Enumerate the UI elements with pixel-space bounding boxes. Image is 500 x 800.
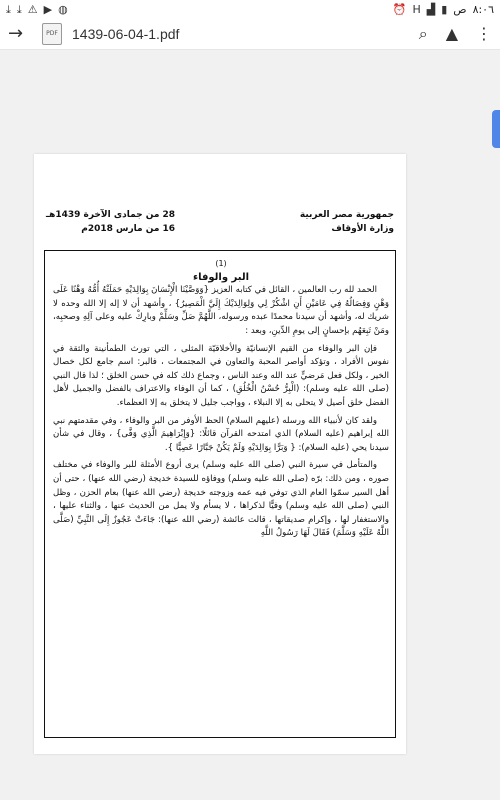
app-bar-actions bbox=[419, 24, 492, 44]
header-country: جمهورية مصر العربية bbox=[299, 210, 394, 220]
status-system bbox=[393, 3, 494, 16]
back-arrow-icon[interactable]: → bbox=[8, 23, 24, 44]
network-type: H bbox=[412, 2, 421, 16]
status-bar bbox=[0, 0, 500, 18]
status-time: ٨:٠٦ bbox=[472, 2, 494, 16]
pdf-page bbox=[34, 154, 406, 754]
header-gregorian-date: 16 من مارس 2018م bbox=[81, 224, 176, 234]
header-hijri-date: 28 من جمادى الآخرة 1439هـ bbox=[46, 210, 176, 220]
signal-icon: ▟ bbox=[426, 2, 436, 16]
file-title: 1439-06-04-1.pdf bbox=[72, 25, 180, 42]
more-icon[interactable]: ⋮ bbox=[476, 24, 492, 43]
header-dates bbox=[46, 208, 175, 236]
search-icon[interactable]: ⌕ bbox=[418, 23, 428, 43]
document-title: البر والوفاء bbox=[192, 271, 250, 283]
pdf-viewer[interactable] bbox=[0, 50, 500, 800]
content-body bbox=[53, 257, 389, 545]
warning-icon: ⚠ bbox=[27, 2, 38, 16]
header-ministry-name: وزارة الأوقاف bbox=[331, 224, 394, 234]
drive-icon[interactable]: ▲ bbox=[445, 24, 458, 43]
time-period: ص bbox=[453, 2, 467, 16]
download-icon: ⤓ bbox=[16, 2, 22, 16]
paragraph: والمتأمل في سيرة النبي (صلى الله عليه وسلم) يرى أروع الأمثلة للبر والوفاء في مختلف صوره ، ومن ذلك: برّه (صلى الله عليه وسلم) ووفاؤه للسيدة خديجة (رضي الله عنها) ، حتى أن أهل السير سمّوا العام الذي توفي فيه عمه وزوجته خديجة (رضي الله عنها) بعام الحزن ، وظل النبي (صلى الله عليه وسلم) وفيًّا لذكراها ، لا يسأم ولا يمل من الحديث عنها ، والثناء عليها ، والاستغفار لها ، وإكرام صديقاتها ، قالت عائشة (رضي الله عنها): جَاءَتْ عَجُوزٌ إِلَى النَّبِيِّ (صَلَّى اللَّهُ عَلَيْهِ وَسَلَّمَ) فَقَالَ لَهَا رَسُولُ اللَّهِ bbox=[53, 460, 389, 539]
app-bar bbox=[0, 18, 500, 50]
play-store-icon: ▶ bbox=[43, 2, 53, 16]
alarm-icon: ⏰ bbox=[392, 2, 407, 16]
document-header bbox=[46, 208, 394, 244]
paragraph: الحمد لله رب العالمين ، القائل في كتابه العزيز {وَوَصَّيْنَا الْإِنْسَانَ بِوَالِدَيْهِ حَمَلَتْهُ أُمُّهُ وَهْنًا عَلَى وَهْنٍ وَفِصَالُهُ فِي عَامَيْنِ أَنِ اشْكُرْ لِي وَلِوَالِدَيْكَ إِلَيَّ الْمَصِيرُ} ، وأشهد أن لا إله إلا الله وحده لا شريك له، وأشهد أن سيدنا محمدًا عبده ورسوله، اللَّهُمَّ صَلِّ وسَلِّمْ وبارِكْ عليه وعلى آلِهِ وصحبِه، ومَنْ تَبِعَهُم بإحسانٍ إلى يومِ الدِّينِ، وبعد : bbox=[53, 285, 389, 336]
download-icon: ⤓ bbox=[6, 2, 11, 16]
battery-icon: ▮ bbox=[441, 2, 448, 16]
scroll-handle[interactable] bbox=[492, 110, 500, 148]
header-ministry bbox=[300, 208, 394, 236]
page-number: (1) bbox=[215, 259, 227, 268]
pdf-file-icon: PDF bbox=[42, 23, 62, 45]
android-icon: ◍ bbox=[58, 2, 68, 16]
content-frame bbox=[44, 250, 396, 738]
paragraph: ولقد كان لأنبياء الله ورسله (عليهم السلام) الحظ الأوفر من البر والوفاء ، وفي مقدمتهم نبي الله إبراهيم (عليه السلام) الذي امتدحه القرآن قائلًا: {وَإِبْرَاهِيمَ الَّذِي وَفَّى} ، وقال في شأن سيدنا يحي (عليه السلام): { وَبَرًّا بِوَالِدَيْهِ وَلَمْ يَكُنْ جَبَّارًا عَصِيًّا }. bbox=[53, 415, 389, 453]
paragraph: فإن البر والوفاء من القيم الإنسانيّة والأخلاقيّة المثلى ، التي تورث الطمأنينة والثقة في نفوس الأفراد ، وتؤكد أواصر المحبة والتعاون في المجتمعات ، فالبر: اسم جامع لكل خصال الخير ، ولكل فعل مَرضيٍّ عند الله وعند الناس ، وجماع ذلك كله في حسن الخلق ؛ لذا قال النبي (صلى الله عليه وسلم): (الْبِرُّ حُسْنُ الْخُلُقِ) ، كما أن الوفاء والاعتراف بالفضل والجميل لأهل الفضل خلق أصيل لا يتحلى به إلا النبلاء ، وواجب جليل لا يتخلق به إلا العظماء. bbox=[53, 343, 389, 408]
status-notifications bbox=[6, 4, 68, 15]
